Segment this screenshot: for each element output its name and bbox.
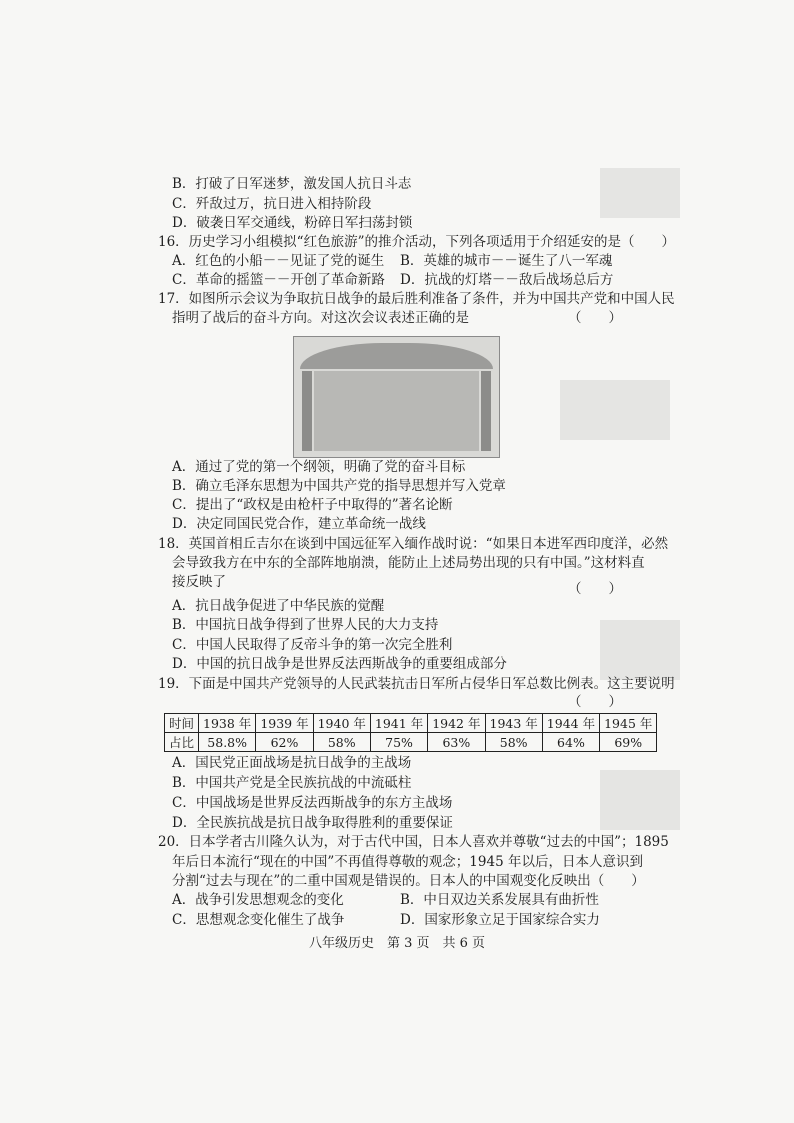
scan-bleed-top-right	[600, 168, 680, 218]
q19-answer-paren: （ ）	[568, 694, 622, 710]
q19-option-a: A．国民党正面战场是抗日战争的主战场	[172, 755, 412, 771]
table-cell: 58%	[485, 733, 542, 752]
scan-bleed-right-mid	[560, 380, 670, 440]
q15-option-d: D．破袭日军交通线，粉碎日军扫荡封锁	[172, 215, 413, 231]
q16-stem: 16．历史学习小组模拟“红色旅游”的推介活动，下列各项适用于介绍延安的是（ ）	[158, 234, 675, 250]
photo-pillar-left	[302, 371, 312, 451]
table-cell: 75%	[370, 733, 427, 752]
q18-stem-line1: 18．英国首相丘吉尔在谈到中国远征军入缅作战时说：“如果日本进军西印度洋，必然	[158, 536, 669, 552]
q17-stem-line2: 指明了战后的奋斗方向。对这次会议表述正确的是	[172, 310, 469, 326]
q18-option-d: D．中国的抗日战争是世界反法西斯战争的重要组成部分	[172, 656, 507, 672]
photo-banner	[300, 343, 493, 369]
table-cell: 64%	[542, 733, 599, 752]
table-row	[165, 733, 657, 752]
q20-option-a: A．战争引发思想观念的变化	[172, 892, 344, 908]
q16-option-d: D．抗战的灯塔－－敌后战场总后方	[400, 272, 614, 288]
q17-option-c: C．提出了“政权是由枪杆子中取得的”著名论断	[172, 497, 453, 513]
table-cell: 1938 年	[199, 714, 256, 733]
table-cell: 1939 年	[256, 714, 313, 733]
q16-option-c: C．革命的摇篮－－开创了革命新路	[172, 272, 385, 288]
q18-stem-line3: 接反映了	[172, 574, 226, 590]
scan-bleed-right-bottom	[600, 770, 680, 830]
scan-bleed-right-lower	[600, 620, 680, 680]
table-cell: 62%	[256, 733, 313, 752]
q17-answer-paren: （ ）	[568, 310, 622, 326]
table-cell: 1940 年	[313, 714, 370, 733]
table-cell: 1942 年	[428, 714, 485, 733]
table-row	[165, 714, 657, 733]
table-cell: 1944 年	[542, 714, 599, 733]
q16-option-a: A．红色的小船－－见证了党的诞生	[172, 253, 385, 269]
q18-stem-line2: 会导致我方在中东的全部阵地崩溃，能防止上述局势出现的只有中国。”这材料直	[172, 555, 645, 571]
table-cell: 1941 年	[370, 714, 427, 733]
q18-option-a: A．抗日战争促进了中华民族的觉醒	[172, 598, 385, 614]
table-cell: 1945 年	[600, 714, 657, 733]
q20-stem-line1: 20．日本学者古川隆久认为，对于古代中国，日本人喜欢并尊敬“过去的中国”；1895	[158, 834, 669, 850]
page-footer: 八年级历史 第 3 页 共 6 页	[308, 936, 486, 951]
q17-option-a: A．通过了党的第一个纲领，明确了党的奋斗目标	[172, 459, 466, 475]
q20-option-c: C．思想观念变化催生了战争	[172, 912, 345, 928]
q17-stem-line1: 17．如图所示会议为争取抗日战争的最后胜利准备了条件，并为中国共产党和中国人民	[158, 291, 675, 307]
table-header-cell: 占比	[165, 733, 199, 752]
q19-option-b: B．中国共产党是全民族抗战的中流砥柱	[172, 775, 412, 791]
table-cell: 58.8%	[199, 733, 256, 752]
q18-answer-paren: （ ）	[568, 581, 622, 597]
q15-option-c: C．歼敌过万，抗日进入相持阶段	[172, 196, 372, 212]
table-cell: 58%	[313, 733, 370, 752]
table-cell: 69%	[600, 733, 657, 752]
photo-stage	[314, 371, 479, 451]
table-cell: 1943 年	[485, 714, 542, 733]
q20-stem-line2: 年后日本流行“现在的中国”不再值得尊敬的观念；1945 年以后，日本人意识到	[172, 854, 643, 870]
q20-option-b: B．中日双边关系发展具有曲折性	[400, 892, 599, 908]
q15-option-b: B．打破了日军迷梦，激发国人抗日斗志	[172, 176, 412, 192]
q19-stem: 19．下面是中国共产党领导的人民武装抗击日军所占侵华日军总数比例表。这主要说明	[158, 676, 675, 692]
q17-option-b: B．确立毛泽东思想为中国共产党的指导思想并写入党章	[172, 478, 506, 494]
q20-option-d: D．国家形象立足于国家综合实力	[400, 912, 600, 928]
meeting-hall-photo	[293, 336, 500, 458]
q20-stem-line3: 分割“过去与现在”的二重中国观是错误的。日本人的中国观变化反映出（ ）	[172, 873, 645, 889]
table-header-cell: 时间	[165, 714, 199, 733]
q18-option-b: B．中国抗日战争得到了世界人民的大力支持	[172, 617, 439, 633]
q19-option-c: C．中国战场是世界反法西斯战争的东方主战场	[172, 795, 453, 811]
table-cell: 63%	[428, 733, 485, 752]
ratio-table	[164, 713, 657, 752]
photo-pillar-right	[481, 371, 491, 451]
q19-option-d: D．全民族抗战是抗日战争取得胜利的重要保证	[172, 815, 453, 831]
q18-option-c: C．中国人民取得了反帝斗争的第一次完全胜利	[172, 637, 453, 653]
q16-option-b: B．英雄的城市－－诞生了八一军魂	[400, 253, 613, 269]
q17-option-d: D．决定同国民党合作，建立革命统一战线	[172, 516, 426, 532]
